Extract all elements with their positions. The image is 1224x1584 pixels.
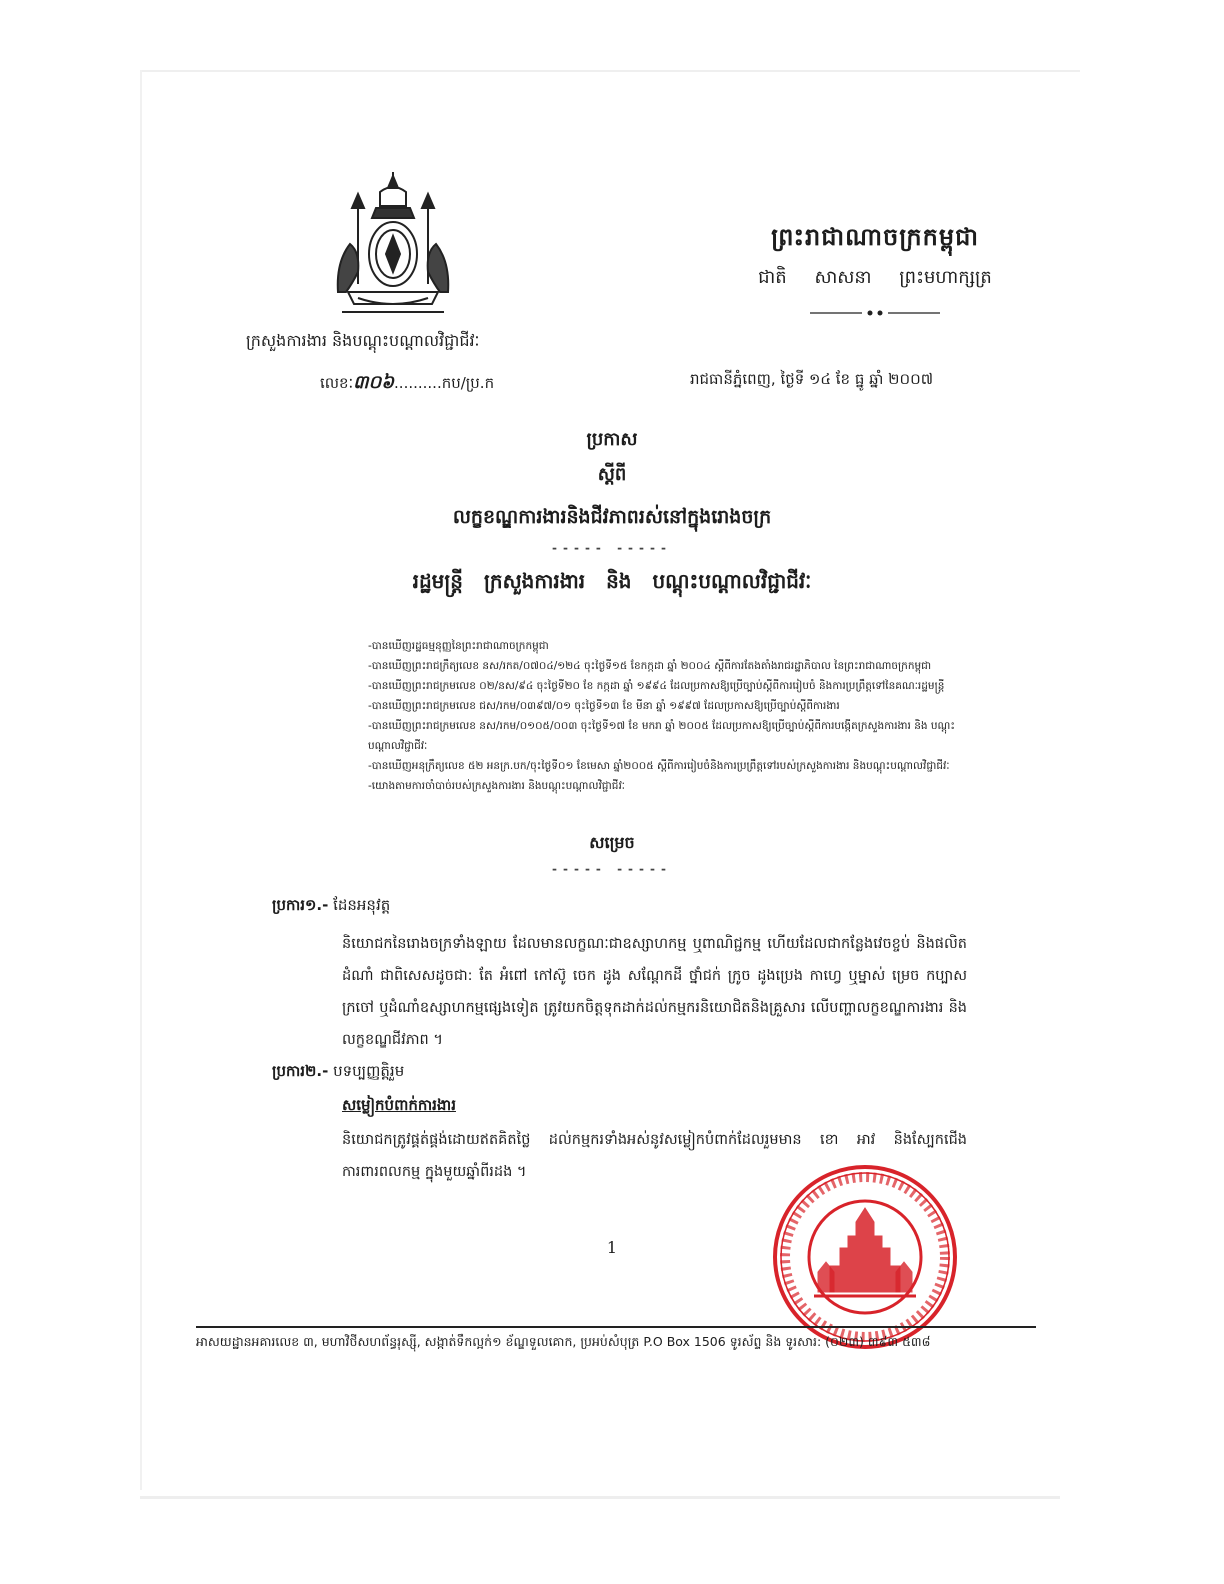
- ornament-divider-icon: [810, 308, 940, 318]
- national-motto: ជាតិ សាសនា ព្រះមហាក្សត្រ: [758, 267, 992, 288]
- subject-title: លក្ខខណ្ឌការងារនិងជីវភាពរស់នៅក្នុងរោងចក្រ: [452, 506, 772, 528]
- reference-number: [320, 370, 494, 397]
- article-2-text: និយោជកត្រូវផ្គត់ផ្គង់ដោយឥតគិតថ្លៃ ដល់កម្មករទាំងអស់នូវសម្លៀកបំពាក់ដែលរួមមាន ខោ អាវ និងស្បែកជើងការពារពលកម្ម ក្នុងមួយឆ្នាំពីរដង ។: [342, 1132, 967, 1180]
- scan-edge-bottom: [140, 1496, 1060, 1499]
- on-title: ស្តីពី: [597, 464, 627, 485]
- consideration-item: -បានឃើញព្រះរាជក្រឹត្យលេខ នស/រកត/០៧០៤/១២៤ ចុះថ្ងៃទី១៥ ខែកក្កដា ឆ្នាំ ២០០៤ ស្តីពីការតែងតាំងរាជរដ្ឋាភិបាល នៃព្រះរាជាណាចក្រកម្ពុជា: [368, 660, 932, 672]
- article-2-name: បទប្បញ្ញត្តិរួម: [333, 1062, 405, 1080]
- consideration-item: បណ្តាលវិជ្ជាជីវៈ: [368, 740, 428, 752]
- reference-prefix: លេខៈ: [320, 374, 354, 392]
- decision-divider: ----- -----: [552, 862, 672, 876]
- article-2-number: ប្រការ២.-: [272, 1062, 329, 1080]
- authority-title: រដ្ឋមន្រ្តី ក្រសួងការងារ និង បណ្តុះបណ្តាលវិជ្ជាជីវៈ: [412, 569, 812, 593]
- scan-edge-left: [140, 70, 142, 1490]
- official-seal-icon: [770, 1162, 960, 1352]
- reference-handwritten-number: ៣០៦: [353, 372, 395, 393]
- consideration-item: -បានឃើញព្រះរាជក្រមលេខ ០២/នស/៩៤ ចុះថ្ងៃទី២០ ខែ កក្កដា ឆ្នាំ ១៩៩៤ ដែលប្រកាសឱ្យប្រើច្បាប់ស្តីពីការរៀបចំ និងការប្រព្រឹត្តទៅនៃគណៈរដ្ឋមន្ត្រី: [368, 680, 945, 692]
- prakas-title: ប្រកាស: [586, 429, 638, 450]
- date-line: រាជធានីភ្នំពេញ, ថ្ងៃទី ១៤ ខែ ធ្នូ ឆ្នាំ ២០០៧: [690, 370, 934, 388]
- consideration-item: -បានឃើញព្រះរាជក្រមលេខ ជស/រកម/០៣៩៧/០១ ចុះថ្ងៃទី១៣ ខែ មីនា ឆ្នាំ ១៩៩៧ ដែលប្រកាសឱ្យប្រើច្បាប់ស្តីពីការងារ: [368, 700, 840, 712]
- article-1-name: ដែនអនុវត្ត: [333, 896, 391, 914]
- article-1-heading: [272, 896, 390, 918]
- considerations-list: [368, 636, 978, 796]
- consideration-item: -បានឃើញអនុក្រឹត្យលេខ ៥២ អនក្រ.បក/ចុះថ្ងៃទី០១ ខែមេសា ឆ្នាំ២០០៥ ស្តីពីការរៀបចំនិងការប្រព្រឹត្តទៅរបស់ក្រសួងការងារ និងបណ្តុះបណ្តាលវិជ្ជាជីវៈ: [368, 760, 950, 772]
- consideration-item: -បានឃើញរដ្ឋធម្មនុញ្ញនៃព្រះរាជាណាចក្រកម្ពុជា: [368, 640, 549, 652]
- royal-coat-of-arms-icon: [328, 172, 458, 322]
- title-divider: ----- -----: [552, 541, 672, 555]
- decision-title: សម្រេច: [589, 833, 635, 852]
- consideration-item: -យោងតាមការចាំបាច់របស់ក្រសួងការងារ និងបណ្តុះបណ្តាលវិជ្ជាជីវៈ: [368, 780, 625, 792]
- scan-edge-top: [140, 70, 1080, 72]
- footer-address: អាសយដ្ឋានអគារលេខ ៣, មហាវិថីសហព័ន្ធរុស្ស៊ី, សង្កាត់ទឹកល្អក់១ ខ័ណ្ឌទួលគោក, ប្រអប់សំបុត្រ P.O Box 1506 ទូរស័ព្ទ និង ទូរសារ: (០២៣) ៣៩៣ ៥៣៨: [196, 1334, 931, 1349]
- footer-divider: [196, 1326, 1036, 1328]
- ministry-name: ក្រសួងការងារ និងបណ្តុះបណ្តាលវិជ្ជាជីវៈ: [246, 331, 480, 350]
- article-2-heading: [272, 1062, 404, 1084]
- consideration-item: -បានឃើញព្រះរាជក្រមលេខ នស/រកម/០១០៥/០០៣ ចុះថ្ងៃទី១៧ ខែ មករា ឆ្នាំ ២០០៥ ដែលប្រកាសឱ្យប្រើច្បាប់ស្តីពីការបង្កើតក្រសួងការងារ និង បណ្តុះ: [368, 720, 955, 732]
- kingdom-header: [700, 222, 1050, 322]
- article-1-number: ប្រការ១.-: [272, 896, 329, 914]
- page-number: 1: [606, 1238, 618, 1257]
- reference-suffix: ..........កប/ប្រ.ក: [394, 374, 495, 392]
- article-2-subheading: សម្លៀកបំពាក់ការងារ: [342, 1096, 456, 1114]
- article-1-text: និយោជកនៃរោងចក្រទាំងឡាយ ដែលមានលក្ខណៈជាឧស្សាហកម្ម ឬពាណិជ្ជកម្ម ហើយដែលជាកន្លែងវេចខ្ចប់ និងផលិតដំណាំ ជាពិសេសដូចជា: តែ អំពៅ កៅស៊ូ ចេក ដូង សណ្តែកដី ថ្នាំជក់ ក្រូច ដូងប្រេង កាហ្វេ ឬម្នាស់ ម្រេច កប្បាស ក្រចៅ ឬដំណាំឧស្សាហកម្មផ្សេងទៀត ត្រូវយកចិត្តទុកដាក់ដល់កម្មករនិយោជិតនិងគ្រួសារ លើបញ្ហាលក្ខខណ្ឌការងារ និងលក្ខខណ្ឌជីវភាព ។: [342, 936, 967, 1048]
- kingdom-name: ព្រះរាជាណាចក្រកម្ពុជា: [771, 223, 979, 251]
